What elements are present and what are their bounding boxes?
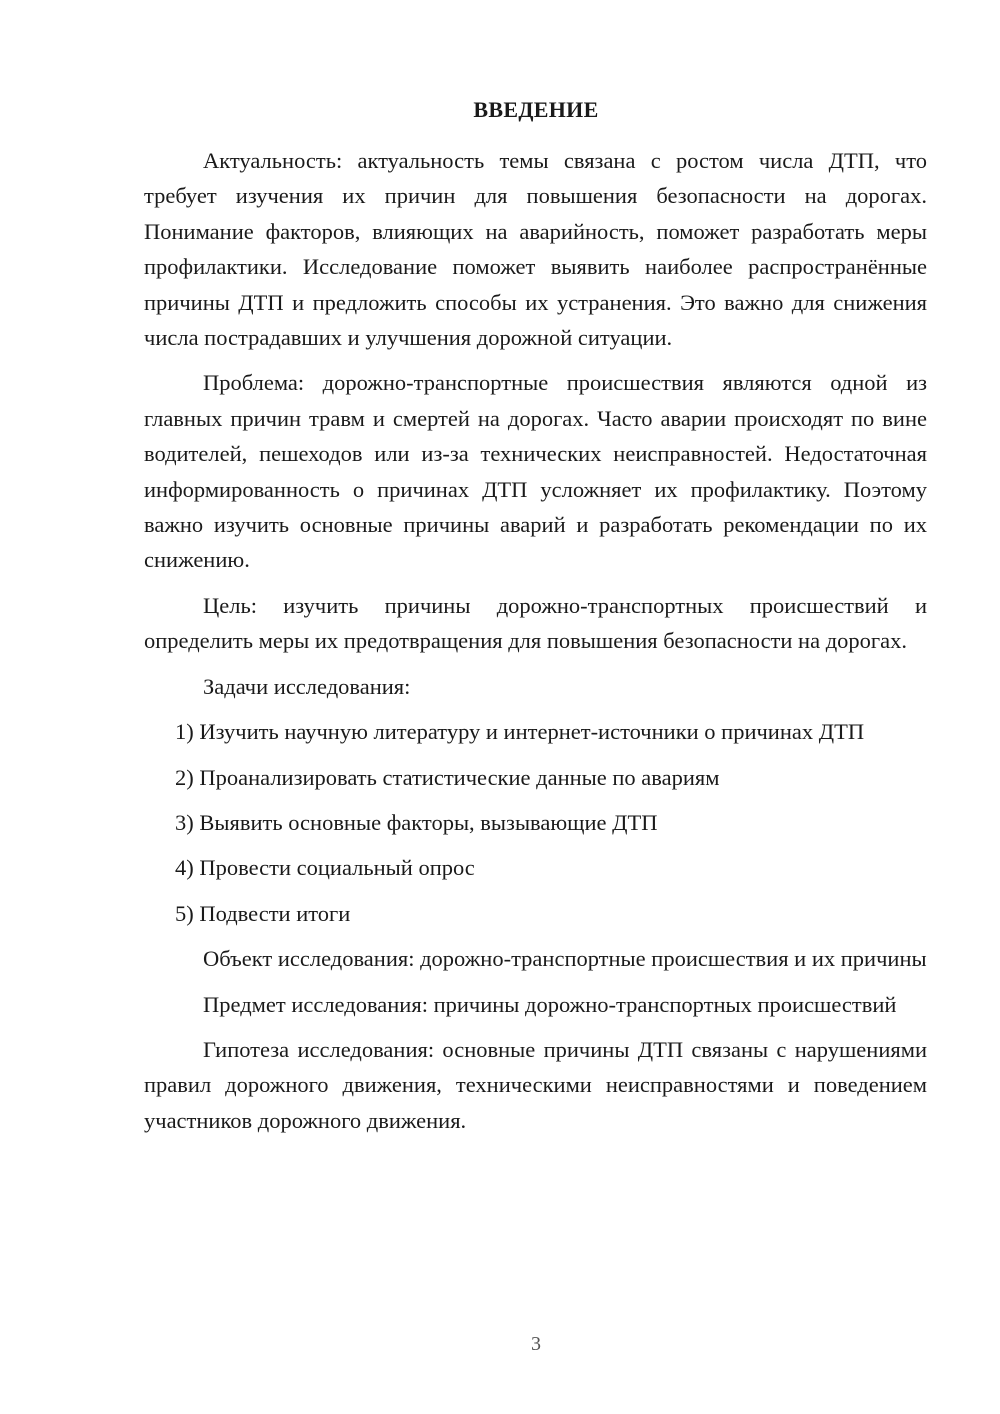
relevance-paragraph: Актуальность: актуальность темы связана с ростом числа ДТП, что требует изучения их причин для повышения безопасности на дорогах. Понимание факторов, влияющих на аварийность, поможет разработать меры профилактики. Исследование поможет выявить наиболее распространённые причины ДТП и предложить способы их устранения. Это важно для снижения числа пострадавших и улучшения дорожной ситуации. <box>144 148 927 351</box>
document-body <box>144 143 927 1138</box>
task-item-1: 1) Изучить научную литературу и интернет-источники о причинах ДТП <box>175 719 865 745</box>
task-item-2: 2) Проанализировать статистические данные по авариям <box>175 764 720 790</box>
task-item-3: 3) Выявить основные факторы, вызывающие ДТП <box>175 809 658 835</box>
goal-paragraph: Цель: изучить причины дорожно-транспортных происшествий и определить меры их предотвращения для повышения безопасности на дорогах. <box>144 592 927 654</box>
tasks-heading: Задачи исследования: <box>203 673 411 699</box>
hypothesis-paragraph: Гипотеза исследования: основные причины ДТП связаны с нарушениями правил дорожного движения, техническими неисправностями и поведением участников дорожного движения. <box>144 1036 927 1133</box>
object-paragraph: Объект исследования: дорожно-транспортные происшествия и их причины <box>203 946 927 972</box>
page-title: ВВЕДЕНИЕ <box>473 97 599 122</box>
subject-paragraph: Предмет исследования: причины дорожно-транспортных происшествий <box>203 991 897 1017</box>
page-number: 3 <box>531 1333 541 1355</box>
task-item-4: 4) Провести социальный опрос <box>175 855 475 881</box>
problem-paragraph: Проблема: дорожно-транспортные происшествия являются одной из главных причин травм и смертей на дорогах. Часто аварии происходят по вине водителей, пешеходов или из-за технических неисправностей. Недостаточная информированность о причинах ДТП усложняет их профилактику. Поэтому важно изучить основные причины аварий и разработать рекомендации по их снижению. <box>144 370 927 573</box>
task-item-5: 5) Подвести итоги <box>175 900 351 926</box>
